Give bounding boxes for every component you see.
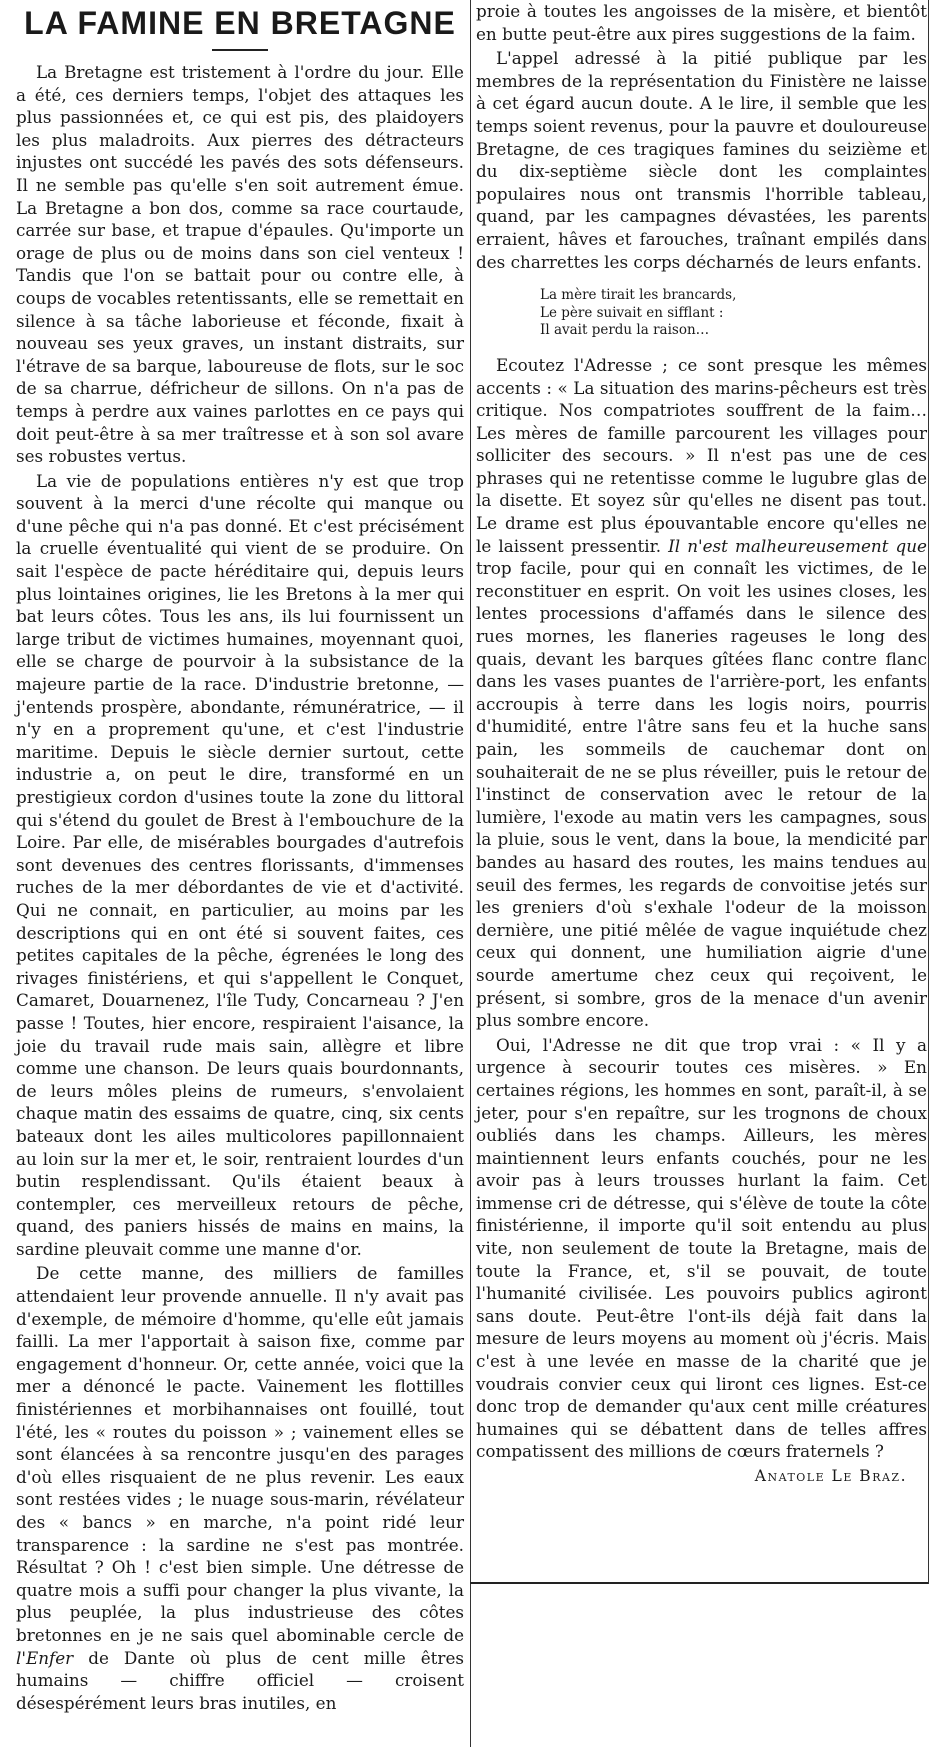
title-rule — [212, 49, 268, 51]
verse-quote — [540, 287, 927, 340]
paragraph-oui: Oui, l'Adresse ne dit que trop vrai : « Il y a urgence à secourir toutes ces misères. » En certaines régions, les hommes en sont, paraît-il, à se jeter, pour s'en repaître, sur les trognons de choux oubliés dans les champs. Ailleurs, les mères maintiennent leurs enfants couchés, pour ne les avoir pas à leurs trousses hurlant la faim. Cet immense cri de détresse, qui s'élève de toute la côte finistérienne, il importe qu'il soit entendu au plus vite, non seulement de toute la Bretagne, mais de toute la France, et, s'il se pouvait, de toute l'humanité civilisée. Les pouvoirs publics agiront sans doute. Peut-être l'ont-ils déjà fait dans la mesure de leurs moyens au moment où j'écris. Mais c'est à une levée en masse de la charité que je voudrais convier ceux qui liront ces lignes. Est-ce donc trop de demander qu'aux cent mille créatures humaines qui se débattent dans de telles affres compatissent des millions de cœurs fraternels ? — [476, 1034, 927, 1462]
paragraph-adresse-a: Ecoutez l'Adresse ; ce sont presque les mêmes accents : « La situation des marins-pêcheurs est très critique. Nos compatriotes souffrent de la faim… Les mères de famille parcourent les villages pour solliciter des secours. » Il n'est pas une de ces phrases qui ne retentisse comme le lugubre glas de la disette. Et soyez sûr qu'elles ne disent pas tout. Le drame est plus épouvantable encore qu'elles ne le laissent pressentir. — [476, 354, 927, 556]
paragraph-adresse — [476, 354, 927, 1032]
paragraph-3-end: de Dante où plus de cent mille êtres humains — chiffre officiel — croisent désespérément leurs bras inutiles, en — [16, 1647, 464, 1713]
paragraph-3 — [16, 1262, 464, 1714]
verse-line-1: La mère tirait les brancards, — [540, 287, 737, 304]
enfer-italic: l'Enfer — [16, 1647, 74, 1668]
left-column — [16, 0, 464, 1714]
article-title: LA FAMINE EN BRETAGNE — [24, 5, 456, 41]
right-border — [928, 0, 929, 1584]
author-signature: Anatole Le Braz. — [754, 1467, 907, 1485]
paragraph-1: La Bretagne est tristement à l'ordre du jour. Elle a été, ces derniers temps, l'objet des attaques les plus passionnées et, ce qui est pis, des plaidoyers les plus maladroits. Aux pierres des détracteurs injustes ont succédé les pavés des sots défenseurs. Il ne semble pas qu'elle s'en soit autrement émue. La Bretagne a bon dos, comme sa race courtaude, carrée sur base, et trapue d'épaules. Qu'importe un orage de plus ou de moins dans son ciel venteux ! Tandis que l'on se battait pour ou contre elle, à coups de vocables retentissants, elle se remettait en silence à sa tâche laborieuse et féconde, fixait à nouveau ses yeux graves, un instant distraits, sur l'étrave de sa barque, laboureuse de flots, sur le soc de sa charrue, défricheur de sillons. On n'a pas de temps à perdre aux vaines parlottes en ce pays qui doit peut-être à sa mer traîtresse et à son sol avare ses robustes vertus. — [16, 62, 464, 467]
paragraph-continuation: proie à toutes les angoisses de la misère, et bientôt en butte peut-être aux pires suggestions de la faim. — [476, 1, 927, 44]
verse-line-3: Il avait perdu la raison… — [540, 322, 710, 339]
paragraph-2: La vie de populations entières n'y est que trop souvent à la merci d'une récolte qui manque ou d'une pêche qui n'a pas donné. Et c'est précisément la cruelle éventualité qui vient de se produire. On sait l'espèce de pacte héréditaire qui, depuis leurs plus lointaines origines, lie les Bretons à la mer qui bat leurs côtes. Tous les ans, ils lui fournissent un large tribut de victimes humaines, moyennant quoi, elle se charge de pourvoir à la subsistance de la majeure partie de la race. D'industrie bretonne, — j'entends prospère, abondante, rémunératrice, — il n'y en a proprement qu'une, et c'est l'industrie maritime. Depuis le siècle dernier surtout, cette industrie a, on peut le dire, transformé en un prestigieux cordon d'usines toute la zone du littoral qui s'étend du goulet de Brest à l'embouchure de la Loire. Par elle, de misérables bourgades d'autrefois sont devenues des centres florissants, d'immenses ruches de la mer débordantes de vie et d'activité. Qui ne connait, en particulier, au moins par les descriptions qui en ont été si souvent faites, ces petites capitales de la pêche, égrenées le long des rivages finistériens, et qui s'appellent le Conquet, Camaret, Douarnenez, l'île Tudy, Concarneau ? J'en passe ! Toutes, hier encore, respiraient l'aisance, la joie du travail rude mais sain, allègre et libre comme une chanson. De leurs quais bourdonnants, de leurs môles pleins de rumeurs, s'envolaient chaque matin des essaims de quatre, cinq, six cents bateaux dont les ailes multicolores papillonnaient au loin sur la mer et, le soir, rentraient lourdes d'un butin resplendissant. Qu'ils étaient beaux à contempler, ces merveilleux retours de pêche, quand, des paniers hissés de mains en mains, la sardine pleuvait comme une manne d'or. — [16, 470, 464, 1259]
right-column — [476, 0, 927, 1485]
verse-line-2: Le père suivait en sifflant : — [540, 304, 724, 321]
paragraph-3-text: De cette manne, des milliers de familles attendaient leur provende annuelle. Il n'y avait pas d'exemple, de mémoire d'homme, qu'elle eût jamais failli. La mer l'apportait à saison fixe, comme par engagement d'honneur. Or, cette année, voici que la mer a dénoncé le pacte. Vainement les flottilles finistériennes et morbihannaises ont fouillé, tout l'été, les « routes du poisson » ; vainement elles se sont élancées à sa rencontre jusqu'en des parages d'où elles risquaient de ne plus revenir. Les eaux sont restées vides ; le nuage sous-marin, révélateur des « bancs » en marche, n'a point ridé leur transparence : la sardine ne s'est pas montrée. Résultat ? Oh ! c'est bien simple. Une détresse de quatre mois a suffi pour changer la plus vivante, la plus peuplée, la plus industrieuse des côtes bretonnes en je ne sais quel abominable cercle de — [16, 1263, 464, 1645]
paragraph-adresse-b: trop facile, pour qui en connaît les victimes, de le reconstituer en esprit. On voit les usines closes, les lentes processions d'affamés dans le silence des rues mornes, les flaneries rageuses le long des quais, devant les barques gîtées flanc contre flanc dans les vases puantes de l'arrière-port, les enfants accroupis à terre dans les logis noirs, pourris d'humidité, entre l'âtre sans feu et la huche sans pain, les sommeils de cauchemar dont on souhaiterait de ne se plus réveiller, puis le retour de l'instinct de conservation avec le retour de la lumière, l'exode au matin vers les campagnes, sous la pluie, sous le vent, dans la boue, la mendicité par bandes au hasard des routes, les mains tendues au seuil des fermes, les regards de convoitise jetés sur les greniers d'où s'exhale l'odeur de la moisson dernière, une pitié mêlée de vague inquiétude chez ceux qui donnent, une humiliation aigrie d'une sourde amertume chez ceux qui reçoivent, le présent, si sombre, gros de la menace d'un avenir plus sombre encore. — [476, 558, 927, 1031]
end-rule — [470, 1582, 928, 1584]
paragraph-adresse-italic: Il n'est malheureusement que — [668, 535, 927, 556]
paragraph-appel: L'appel adressé à la pitié publique par les membres de la représentation du Finistère ne laisse à cet égard aucun doute. A le lire, il semble que les temps soient revenus, pour la pauvre et douloureuse Bretagne, de ces tragiques famines du seizième et du dix-septième siècle dont les complaintes populaires nous ont transmis l'horrible tableau, quand, par les campagnes dévastées, les parents erraient, hâves et farouches, traînant empilés dans des charrettes les corps décharnés de leurs enfants. — [476, 48, 927, 272]
column-divider — [470, 0, 471, 1747]
